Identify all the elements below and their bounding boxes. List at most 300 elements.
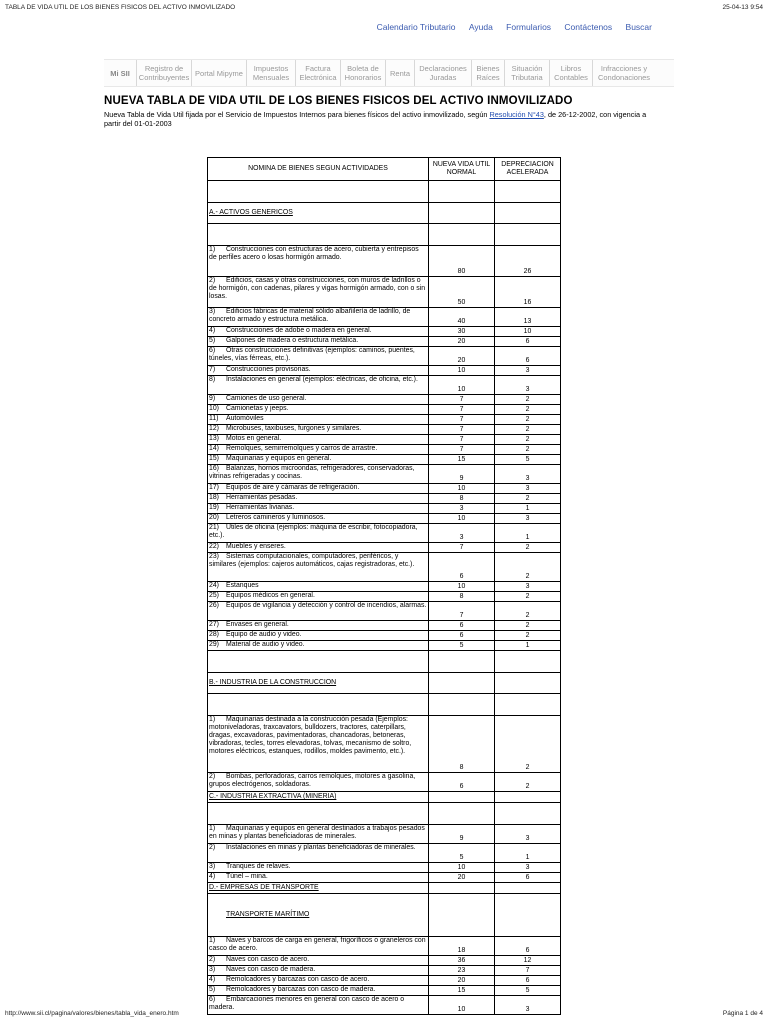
table-row [208,465,561,484]
item-description: Maquinarias y equipos en general. [226,455,332,462]
depreciacion-value: 1 [495,641,561,651]
spacer-row [208,224,561,246]
depreciacion-value: 2 [495,631,561,641]
table-row [208,956,561,966]
item-number: 25) [209,592,219,599]
empty-cell [208,181,429,203]
item-description: Naves con casco de madera. [226,966,316,973]
depreciacion-value: 6 [495,337,561,347]
print-footer-page: Página 1 de 4 [722,1010,763,1017]
top-nav-contactenos[interactable]: Contáctenos [564,22,613,32]
item-number: 9) [209,395,216,402]
main-nav-infracciones[interactable]: Infracciones y Condonaciones [597,64,651,82]
table-header-row [208,158,561,181]
vida-util-value: 15 [429,986,495,996]
table-row [208,773,561,792]
depreciacion-value: 3 [495,366,561,376]
table-row [208,631,561,641]
vida-util-value: 10 [429,582,495,592]
item-number: 16) [209,465,219,472]
item-number: 1) [209,937,216,944]
main-nav-registro[interactable]: Registro de Contribuyentes [137,60,192,86]
item-description: Construcciones con estructuras de acero, cubierta y entrepisos de perfiles acero o losas hormigón armado. [209,246,419,261]
vida-util-value: 80 [429,246,495,277]
table-row [208,395,561,405]
depreciacion-value: 2 [495,435,561,445]
depreciacion-value: 2 [495,415,561,425]
resolucion-link[interactable]: Resolución N°43 [489,110,544,119]
item-description-cell [208,641,429,651]
intro-pre: Nueva Tabla de Vida Util fijada por el Servicio de Impuestos Internos para bienes físicos del activo inmovilizado, según [104,110,490,119]
empty-cell [208,803,429,825]
empty-cell [495,651,561,673]
item-number: 15) [209,455,219,462]
item-description-cell [208,347,429,366]
depreciacion-value: 2 [495,716,561,773]
table-row [208,405,561,415]
item-description: Equipos de vigilancia y detección y control de incendios, alarmas. [226,602,427,609]
depreciacion-value: 3 [495,863,561,873]
item-description-cell [208,716,429,773]
item-description-cell [208,405,429,415]
item-description: Bombas, perforadoras, carros remolques, motores a gasolina, grupos electrógenos, soldadoras. [209,773,416,788]
item-description: Estanques [226,582,259,589]
item-description: Galpones de madera o estructura metálica. [226,337,359,344]
top-nav-formularios[interactable]: Formularios [506,22,552,32]
main-nav-situacion[interactable]: Situación Tributaria [505,60,550,86]
depreciacion-value: 2 [495,445,561,455]
depreciacion-value: 1 [495,844,561,863]
empty-cell [208,651,429,673]
empty-cell [495,224,561,246]
table-row [208,553,561,582]
item-number: 21) [209,524,219,531]
depreciacion-value: 12 [495,956,561,966]
vida-util-value: 5 [429,844,495,863]
item-number: 7) [209,366,216,373]
item-description-cell [208,376,429,395]
vida-util-value: 9 [429,825,495,844]
table-row [208,435,561,445]
item-description-cell [208,553,429,582]
item-number: 2) [209,844,216,851]
item-number: 3) [209,308,216,315]
table-row [208,582,561,592]
item-number: 22) [209,543,219,550]
header-nomina: NOMINA DE BIENES SEGUN ACTIVIDADES [208,158,429,181]
item-description-cell [208,976,429,986]
empty-cell [429,803,495,825]
main-nav-factura[interactable]: Factura Electrónica [296,60,341,86]
vida-util-value: 7 [429,543,495,553]
vida-util-table [207,157,561,1015]
depreciacion-value: 2 [495,405,561,415]
vida-util-value: 6 [429,631,495,641]
item-number: 4) [209,976,216,983]
item-number: 2) [209,277,216,284]
item-description-cell [208,465,429,484]
depreciacion-value: 2 [495,395,561,405]
depreciacion-value: 6 [495,347,561,366]
item-description-cell [208,277,429,308]
section-row [208,792,561,803]
item-number: 1) [209,716,216,723]
item-number: 24) [209,582,219,589]
table-row [208,966,561,976]
empty-cell [429,894,495,937]
top-nav-ayuda[interactable]: Ayuda [468,22,493,32]
header-vida-util: NUEVA VIDA UTIL NORMAL [429,158,495,181]
main-nav-libros[interactable]: Libros Contables [550,60,593,86]
item-description: Instalaciones en general (ejemplos: eléctricas, de oficina, etc.). [226,376,418,383]
depreciacion-value: 3 [495,465,561,484]
spacer-row [208,803,561,825]
vida-util-value: 7 [429,405,495,415]
depreciacion-value: 2 [495,602,561,621]
table-body [208,181,561,1015]
table-row [208,504,561,514]
spacer-row [208,651,561,673]
item-description-cell [208,494,429,504]
vida-util-value: 10 [429,863,495,873]
vida-util-value: 40 [429,308,495,327]
depreciacion-value: 5 [495,986,561,996]
item-description-cell [208,592,429,602]
table-row [208,592,561,602]
item-number: 23) [209,553,219,560]
vida-util-value: 20 [429,976,495,986]
depreciacion-value: 6 [495,873,561,883]
table-row [208,494,561,504]
item-number: 1) [209,246,216,253]
vida-util-value: 8 [429,494,495,504]
item-description-cell [208,873,429,883]
item-description: Naves y barcos de carga en general, frigoríficos o graneleros con casco de acero. [209,937,426,952]
item-description: Utiles de oficina (ejemplos: máquina de escribir, fotocopiadora, etc.). [209,524,418,539]
vida-util-value: 36 [429,956,495,966]
item-description-cell [208,524,429,543]
item-description-cell [208,602,429,621]
depreciacion-value: 2 [495,621,561,631]
subsection-title: TRANSPORTE MARÍTIMO [208,894,429,937]
item-number: 3) [209,863,216,870]
item-description: Motos en general. [226,435,282,442]
print-footer-url: http://www.sii.cl/pagina/valores/bienes/tabla_vida_enero.htm [5,1010,179,1017]
item-description: Letreros camineros y luminosos. [226,514,326,521]
vida-util-value: 7 [429,445,495,455]
vida-util-value: 6 [429,621,495,631]
table-row [208,602,561,621]
depreciacion-value: 26 [495,246,561,277]
main-nav-renta[interactable]: Renta [386,60,415,86]
section-row [208,883,561,894]
item-description: Muebles y enseres. [226,543,286,550]
section-title: A.- ACTIVOS GENERICOS [208,203,429,224]
table-row [208,347,561,366]
table-row [208,937,561,956]
depreciacion-value: 2 [495,553,561,582]
item-description: Herramientas pesadas. [226,494,298,501]
item-number: 4) [209,327,216,334]
table-row [208,844,561,863]
item-description: Equipo de audio y video. [226,631,302,638]
item-description-cell [208,435,429,445]
item-number: 17) [209,484,219,491]
item-description-cell [208,631,429,641]
table-row [208,415,561,425]
vida-util-value: 30 [429,327,495,337]
item-description: Embarcaciones menores en general con casco de acero o madera. [209,996,405,1011]
table-row [208,524,561,543]
item-description: Remolcadores y barcazas con casco de madera. [226,986,376,993]
vida-util-value: 10 [429,366,495,376]
table-row [208,825,561,844]
item-number: 14) [209,445,219,452]
item-number: 28) [209,631,219,638]
main-nav-bienes[interactable]: Bienes Raíces [472,60,505,86]
item-description-cell [208,445,429,455]
empty-cell [429,181,495,203]
item-description-cell [208,327,429,337]
table-row [208,863,561,873]
empty-cell [495,803,561,825]
item-description-cell [208,986,429,996]
item-description: Automóviles [226,415,264,422]
vida-util-value: 6 [429,553,495,582]
section-row [208,673,561,694]
item-number: 4) [209,873,216,880]
vida-util-value: 50 [429,277,495,308]
vida-util-value: 7 [429,425,495,435]
depreciacion-value: 3 [495,514,561,524]
intro-post: , de 26-12-2002, con vigencia a partir del 01-01-2003 [104,110,647,128]
depreciacion-value: 5 [495,455,561,465]
item-description: Camionetas y jeeps. [226,405,289,412]
item-description: Remolques, semirremolques y carros de arrastre. [226,445,378,452]
empty-cell [495,694,561,716]
empty-cell [429,883,495,894]
item-description-cell [208,773,429,792]
item-description: Edificios fábricas de material sólido albañilería de ladrillo, de concreto armado y estructura metálica. [209,308,411,323]
empty-cell [495,883,561,894]
item-number: 29) [209,641,219,648]
top-nav-calendario[interactable]: Calendario Tributario [376,22,456,32]
main-nav-declaraciones[interactable]: Declaraciones Juradas [415,60,472,86]
item-description-cell [208,337,429,347]
vida-util-value: 23 [429,966,495,976]
item-number: 6) [209,996,216,1003]
vida-util-value: 20 [429,873,495,883]
item-description: Naves con casco de acero. [226,956,310,963]
item-description-cell [208,514,429,524]
vida-util-value: 6 [429,773,495,792]
empty-cell [429,651,495,673]
depreciacion-value: 2 [495,425,561,435]
intro-text [104,110,664,128]
item-description: Herramientas livianas. [226,504,295,511]
table-row [208,543,561,553]
table-row [208,986,561,996]
item-number: 20) [209,514,219,521]
depreciacion-value: 10 [495,327,561,337]
item-description: Camiones de uso general. [226,395,307,402]
item-number: 13) [209,435,219,442]
vida-util-value: 10 [429,996,495,1015]
vida-util-value: 7 [429,602,495,621]
empty-cell [495,181,561,203]
item-description-cell [208,395,429,405]
item-number: 18) [209,494,219,501]
section-title: B.- INDUSTRIA DE LA CONSTRUCCION [208,673,429,694]
top-nav-buscar[interactable]: Buscar [625,22,652,32]
spacer-row [208,694,561,716]
vida-util-value: 7 [429,415,495,425]
item-description-cell [208,863,429,873]
vida-util-value: 20 [429,347,495,366]
item-number: 1) [209,825,216,832]
item-description-cell [208,543,429,553]
item-number: 11) [209,415,219,422]
vida-util-value: 9 [429,465,495,484]
vida-util-value: 18 [429,937,495,956]
empty-cell [429,224,495,246]
header-depreciacion: DEPRECIACION ACELERADA [495,158,561,181]
section-row [208,203,561,224]
vida-util-value: 3 [429,504,495,514]
item-description: Construcciones de adobe o madera en general. [226,327,372,334]
item-number: 5) [209,337,216,344]
item-description-cell [208,308,429,327]
item-description: Maquinarias y equipos en general destinados a trabajos pesados en minas y plantas beneficiadoras de minerales. [209,825,425,840]
section-title: D.- EMPRESAS DE TRANSPORTE [208,883,429,894]
item-number: 12) [209,425,219,432]
item-description: Balanzas, hornos microondas, refrigeradores, conservadoras, vitrinas refrigeradas y cocinas. [209,465,415,480]
empty-cell [495,203,561,224]
vida-util-value: 15 [429,455,495,465]
main-nav-mi-sii[interactable]: Mi SII [104,60,137,86]
depreciacion-value: 1 [495,524,561,543]
depreciacion-value: 13 [495,308,561,327]
page-title: NUEVA TABLA DE VIDA UTIL DE LOS BIENES FISICOS DEL ACTIVO INMOVILIZADO [104,95,573,107]
table-row [208,376,561,395]
empty-cell [429,792,495,803]
item-description: Instalaciones en minas y plantas beneficiadoras de minerales. [226,844,416,851]
item-number: 3) [209,966,216,973]
table-row [208,716,561,773]
item-number: 26) [209,602,219,609]
print-header [5,4,763,16]
item-description-cell [208,455,429,465]
vida-util-value: 20 [429,337,495,347]
item-description: Material de audio y video. [226,641,305,648]
item-description-cell [208,966,429,976]
depreciacion-value: 2 [495,773,561,792]
empty-cell [429,694,495,716]
item-description: Construcciones provisorias. [226,366,311,373]
item-description-cell [208,621,429,631]
table-row [208,514,561,524]
depreciacion-value: 2 [495,494,561,504]
item-description: Sistemas computacionales, computadores, periféricos, y similares (ejemplos: cajeros automáticos, cajas registradoras, etc.). [209,553,415,568]
empty-cell [495,673,561,694]
item-description: Otras construcciones definitivas (ejemplos: caminos, puentes, túneles, vías férreas, etc.). [209,347,415,362]
item-number: 27) [209,621,219,628]
empty-cell [208,694,429,716]
depreciacion-value: 3 [495,996,561,1015]
print-footer [5,1010,763,1022]
top-nav [366,22,652,32]
table-row [208,337,561,347]
table-row [208,445,561,455]
empty-cell [495,792,561,803]
table-row [208,621,561,631]
item-description: Túnel – mina. [226,873,268,880]
item-description-cell [208,582,429,592]
main-nav [104,59,674,87]
item-description-cell [208,366,429,376]
table-row [208,976,561,986]
print-header-title: TABLA DE VIDA UTIL DE LOS BIENES FISICOS DEL ACTIVO INMOVILIZADO [5,4,236,11]
item-number: 2) [209,956,216,963]
empty-cell [429,673,495,694]
print-header-datetime: 25-04-13 9:54 [722,4,763,11]
depreciacion-value: 7 [495,966,561,976]
spacer-row [208,181,561,203]
empty-cell [208,224,429,246]
depreciacion-value: 3 [495,825,561,844]
empty-cell [495,894,561,937]
depreciacion-value: 1 [495,504,561,514]
item-number: 6) [209,347,216,354]
vida-util-value: 10 [429,484,495,494]
item-description-cell [208,844,429,863]
depreciacion-value: 3 [495,376,561,395]
table-row [208,308,561,327]
main-nav-boleta[interactable]: Boleta de Honorarios [341,60,386,86]
vida-util-value: 7 [429,395,495,405]
vida-util-value: 10 [429,376,495,395]
table-row [208,484,561,494]
item-number: 5) [209,986,216,993]
item-description-cell [208,504,429,514]
depreciacion-value: 16 [495,277,561,308]
item-description-cell [208,246,429,277]
item-description: Edificios, casas y otras construcciones, con muros de ladrillos o de hormigón, con cadenas, pilares y vigas hormigón armado, con o sin losas. [209,277,426,300]
main-nav-mipyme[interactable]: Portal Mipyme [192,60,247,86]
item-description: Tranques de relaves. [226,863,291,870]
table-row [208,277,561,308]
item-description-cell [208,825,429,844]
depreciacion-value: 6 [495,976,561,986]
depreciacion-value: 3 [495,484,561,494]
item-description-cell [208,425,429,435]
item-description: Equipos de aire y cámaras de refrigeración. [226,484,360,491]
depreciacion-value: 2 [495,592,561,602]
table-row [208,425,561,435]
vida-util-value: 10 [429,514,495,524]
table-row [208,246,561,277]
item-number: 10) [209,405,219,412]
item-description: Remolcadores y barcazas con casco de acero. [226,976,370,983]
item-description: Equipos médicos en general. [226,592,315,599]
table-row [208,873,561,883]
item-description: Maquinarias destinada a la construcción pesada (Ejemplos: motoniveladoras, traxcavators, bulldozers, tractores, caterpillars, dragas, excavadoras, pavimentadoras, chancadoras, betoneras, vibradoras, tecles, torres elevadoras, tolvas, mecanismo de soltro, motores eléctricos, estanques, rodillos, moldes pavimento, etc.). [209,716,412,755]
item-number: 8) [209,376,216,383]
item-description: Envases en general. [226,621,289,628]
main-nav-impuestos[interactable]: Impuestos Mensuales [247,60,296,86]
vida-util-value: 8 [429,716,495,773]
item-number: 19) [209,504,219,511]
